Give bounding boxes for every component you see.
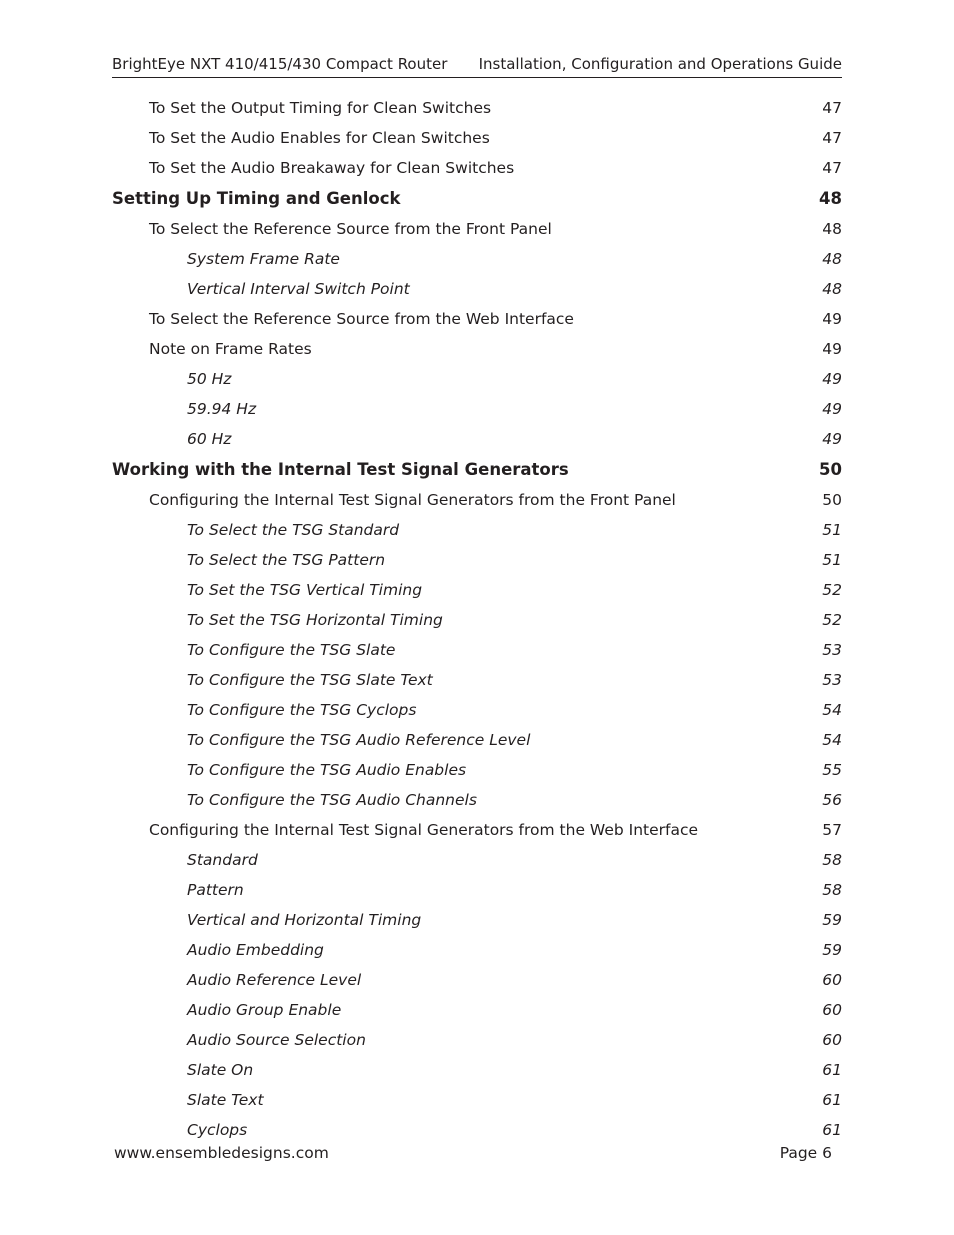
toc-subentry[interactable]	[112, 1025, 842, 1055]
toc-entry-page-number: 55	[822, 761, 842, 779]
toc-subentry[interactable]	[112, 965, 842, 995]
toc-entry-page-number: 60	[822, 1031, 842, 1049]
toc-entry-page-number: 60	[822, 971, 842, 989]
toc-entry-title: To Select the TSG Pattern	[187, 551, 386, 569]
toc-subentry[interactable]	[112, 424, 842, 454]
toc-entry-page-number: 56	[822, 791, 842, 809]
toc-entry[interactable]	[112, 485, 842, 515]
toc-entry-title: To Configure the TSG Slate	[187, 641, 396, 659]
page-header	[112, 53, 842, 78]
toc-subentry[interactable]	[112, 605, 842, 635]
toc-subentry[interactable]	[112, 545, 842, 575]
toc-entry[interactable]	[112, 93, 842, 123]
toc-entry-page-number: 48	[822, 250, 842, 268]
toc-subentry[interactable]	[112, 935, 842, 965]
toc-entry-title: To Configure the TSG Audio Reference Level	[187, 731, 531, 749]
header-product-title: BrightEye NXT 410/415/430 Compact Router	[112, 55, 448, 73]
page-footer	[112, 1144, 832, 1166]
toc-entry[interactable]	[112, 214, 842, 244]
toc-entry-page-number: 48	[822, 280, 842, 298]
toc-entry-title: Audio Source Selection	[187, 1031, 366, 1049]
toc-subentry[interactable]	[112, 1085, 842, 1115]
toc-entry-page-number: 49	[822, 370, 842, 388]
toc-entry-page-number: 61	[822, 1121, 842, 1139]
toc-entry-page-number: 47	[822, 159, 842, 177]
toc-entry-page-number: 59	[822, 911, 842, 929]
toc-entry-title: To Configure the TSG Cyclops	[187, 701, 417, 719]
toc-subentry[interactable]	[112, 845, 842, 875]
toc-entry-page-number: 50	[822, 491, 842, 509]
toc-entry-page-number: 47	[822, 129, 842, 147]
toc-entry-page-number: 59	[822, 941, 842, 959]
toc-entry-title: Audio Embedding	[187, 941, 324, 959]
toc-subentry[interactable]	[112, 364, 842, 394]
table-of-contents	[112, 93, 842, 1145]
toc-entry[interactable]	[112, 123, 842, 153]
toc-subentry[interactable]	[112, 244, 842, 274]
toc-entry-page-number: 53	[822, 641, 842, 659]
toc-subentry[interactable]	[112, 755, 842, 785]
toc-entry[interactable]	[112, 334, 842, 364]
toc-entry-title: Note on Frame Rates	[149, 340, 312, 358]
toc-entry[interactable]	[112, 153, 842, 183]
toc-section-heading[interactable]	[112, 454, 842, 485]
toc-entry-title: Setting Up Timing and Genlock	[112, 189, 401, 208]
toc-subentry[interactable]	[112, 695, 842, 725]
toc-entry-page-number: 51	[822, 551, 842, 569]
toc-entry-page-number: 54	[822, 731, 842, 749]
toc-entry-title: 50 Hz	[187, 370, 232, 388]
toc-entry-page-number: 49	[822, 340, 842, 358]
toc-subentry[interactable]	[112, 785, 842, 815]
toc-entry-title: Slate On	[187, 1061, 254, 1079]
toc-entry-page-number: 61	[822, 1061, 842, 1079]
toc-entry-page-number: 48	[822, 220, 842, 238]
toc-entry-title: Audio Reference Level	[187, 971, 362, 989]
toc-subentry[interactable]	[112, 875, 842, 905]
toc-entry-page-number: 60	[822, 1001, 842, 1019]
toc-entry-page-number: 58	[822, 881, 842, 899]
toc-entry-title: To Set the TSG Vertical Timing	[187, 581, 423, 599]
toc-entry-page-number: 47	[822, 99, 842, 117]
toc-subentry[interactable]	[112, 995, 842, 1025]
toc-entry-title: To Configure the TSG Slate Text	[187, 671, 433, 689]
toc-entry-title: To Select the Reference Source from the Web Interface	[149, 310, 574, 328]
toc-entry-title: Configuring the Internal Test Signal Generators from the Front Panel	[149, 491, 676, 509]
toc-entry-title: Vertical and Horizontal Timing	[187, 911, 422, 929]
toc-entry-title: 59.94 Hz	[187, 400, 257, 418]
toc-entry-page-number: 58	[822, 851, 842, 869]
toc-entry-title: To Set the Audio Enables for Clean Switches	[149, 129, 490, 147]
toc-subentry[interactable]	[112, 1055, 842, 1085]
toc-entry-page-number: 57	[822, 821, 842, 839]
toc-entry-title: Slate Text	[187, 1091, 264, 1109]
toc-entry-page-number: 49	[822, 400, 842, 418]
toc-entry-title: Audio Group Enable	[187, 1001, 342, 1019]
toc-entry-page-number: 61	[822, 1091, 842, 1109]
toc-entry-title: To Set the TSG Horizontal Timing	[187, 611, 443, 629]
toc-entry-title: Working with the Internal Test Signal Generators	[112, 460, 569, 479]
toc-entry[interactable]	[112, 304, 842, 334]
toc-entry-page-number: 52	[822, 581, 842, 599]
toc-entry-page-number: 54	[822, 701, 842, 719]
toc-section-heading[interactable]	[112, 183, 842, 214]
toc-entry-title: Configuring the Internal Test Signal Generators from the Web Interface	[149, 821, 699, 839]
toc-entry-title: To Select the TSG Standard	[187, 521, 400, 539]
toc-entry-page-number: 51	[822, 521, 842, 539]
toc-subentry[interactable]	[112, 394, 842, 424]
toc-entry-page-number: 49	[822, 310, 842, 328]
toc-subentry[interactable]	[112, 635, 842, 665]
toc-subentry[interactable]	[112, 905, 842, 935]
toc-entry-title: Cyclops	[187, 1121, 248, 1139]
toc-entry-title: To Set the Audio Breakaway for Clean Switches	[149, 159, 515, 177]
toc-subentry[interactable]	[112, 665, 842, 695]
footer-website-url: www.ensembledesigns.com	[114, 1144, 329, 1162]
toc-entry-title: 60 Hz	[187, 430, 232, 448]
toc-subentry[interactable]	[112, 1115, 842, 1145]
toc-entry-title: To Configure the TSG Audio Channels	[187, 791, 477, 809]
toc-subentry[interactable]	[112, 575, 842, 605]
toc-entry[interactable]	[112, 815, 842, 845]
toc-entry-title: To Select the Reference Source from the Front Panel	[149, 220, 552, 238]
toc-entry-page-number: 49	[822, 430, 842, 448]
footer-page-number: Page 6	[779, 1144, 832, 1162]
toc-entry-title: To Set the Output Timing for Clean Switches	[149, 99, 492, 117]
toc-subentry[interactable]	[112, 725, 842, 755]
toc-entry-title: System Frame Rate	[187, 250, 340, 268]
toc-entry-title: Pattern	[187, 881, 244, 899]
toc-subentry[interactable]	[112, 515, 842, 545]
toc-entry-page-number: 53	[822, 671, 842, 689]
toc-entry-title: Vertical Interval Switch Point	[187, 280, 410, 298]
toc-entry-title: Standard	[187, 851, 258, 869]
toc-subentry[interactable]	[112, 274, 842, 304]
toc-entry-title: To Configure the TSG Audio Enables	[187, 761, 467, 779]
toc-entry-page-number: 50	[819, 460, 842, 479]
toc-entry-page-number: 48	[819, 189, 842, 208]
toc-entry-page-number: 52	[822, 611, 842, 629]
header-guide-title: Installation, Configuration and Operations Guide	[478, 55, 842, 73]
